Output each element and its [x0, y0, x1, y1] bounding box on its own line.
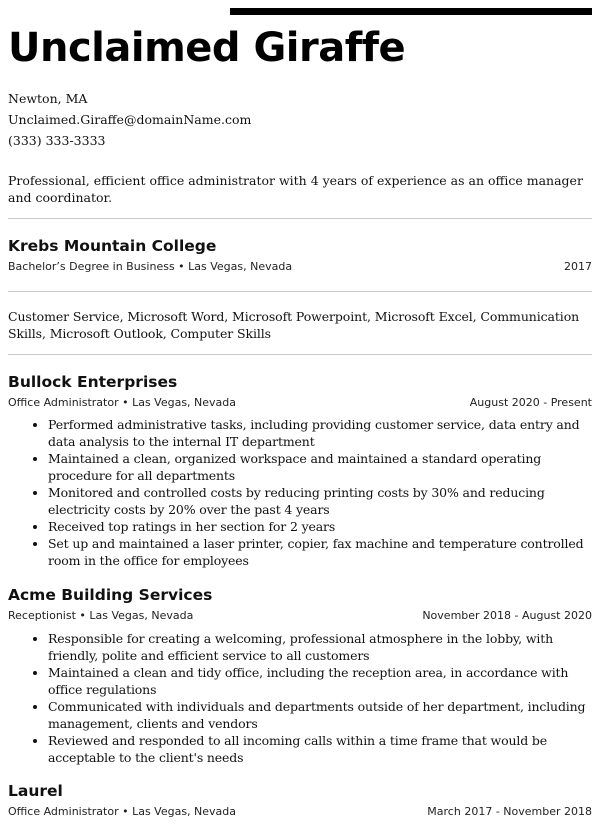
- job-bullet: • Maintained a clean, organized workspace and maintained a standard operating procedure for all departments: [48, 450, 592, 484]
- job-meta: [8, 395, 592, 411]
- contact-email: Unclaimed.Giraffe@domainName.com: [8, 112, 252, 127]
- job-bullet: • Reviewed and responded to all incoming calls within a time frame that would be acceptable to the client's needs: [48, 732, 592, 766]
- job-company: Laurel: [8, 782, 63, 800]
- job-role: Office Administrator • Las Vegas, Nevada: [8, 805, 237, 818]
- job-role: Receptionist • Las Vegas, Nevada: [8, 609, 194, 622]
- job-bullets: [8, 416, 592, 569]
- job-dates: November 2018 - August 2020: [422, 609, 592, 622]
- job-role: Office Administrator • Las Vegas, Nevada: [8, 396, 237, 409]
- education-meta: [8, 259, 592, 275]
- education-school: Krebs Mountain College: [8, 237, 217, 255]
- job-bullet: • Monitored and controlled costs by reducing printing costs by 30% and reducing electricity costs by 20% over the past 4 years: [48, 484, 592, 518]
- job-bullet: • Received top ratings in her section for 2 years: [48, 518, 592, 535]
- section-divider: [8, 218, 592, 219]
- section-divider: [8, 354, 592, 355]
- section-divider: [8, 291, 592, 292]
- header-accent-bar: [230, 8, 592, 15]
- job-bullet: • Maintained a clean and tidy office, including the reception area, in accordance with office regulations: [48, 664, 592, 698]
- education-year: 2017: [564, 260, 592, 273]
- education-degree: Bachelor’s Degree in Business • Las Vegas, Nevada: [8, 260, 293, 273]
- job-company: Bullock Enterprises: [8, 373, 178, 391]
- contact-info: [8, 88, 251, 151]
- contact-phone: (333) 333-3333: [8, 133, 106, 148]
- job-bullets: [8, 630, 592, 766]
- job-bullet: • Performed administrative tasks, including providing customer service, data entry and data analysis to the internal IT department: [48, 416, 592, 450]
- job-bullet: • Communicated with individuals and departments outside of her department, including management, clients and vendors: [48, 698, 592, 732]
- job-dates: March 2017 - November 2018: [427, 805, 592, 818]
- job-bullet: • Set up and maintained a laser printer, copier, fax machine and temperature controlled room in the office for employees: [48, 535, 592, 569]
- job-meta: [8, 804, 592, 820]
- job-company: Acme Building Services: [8, 586, 213, 604]
- professional-summary: Professional, efficient office administrator with 4 years of experience as an office manager and coordinator.: [8, 173, 583, 205]
- candidate-name: Unclaimed Giraffe: [8, 25, 406, 71]
- job-meta: [8, 608, 592, 624]
- contact-location: Newton, MA: [8, 91, 88, 106]
- job-dates: August 2020 - Present: [469, 396, 592, 409]
- skills-list: Customer Service, Microsoft Word, Microsoft Powerpoint, Microsoft Excel, Communication Skills, Microsoft Outlook, Computer Skills: [8, 309, 580, 341]
- job-bullet: • Responsible for creating a welcoming, professional atmosphere in the lobby, with friendly, polite and efficient service to all customers: [48, 630, 592, 664]
